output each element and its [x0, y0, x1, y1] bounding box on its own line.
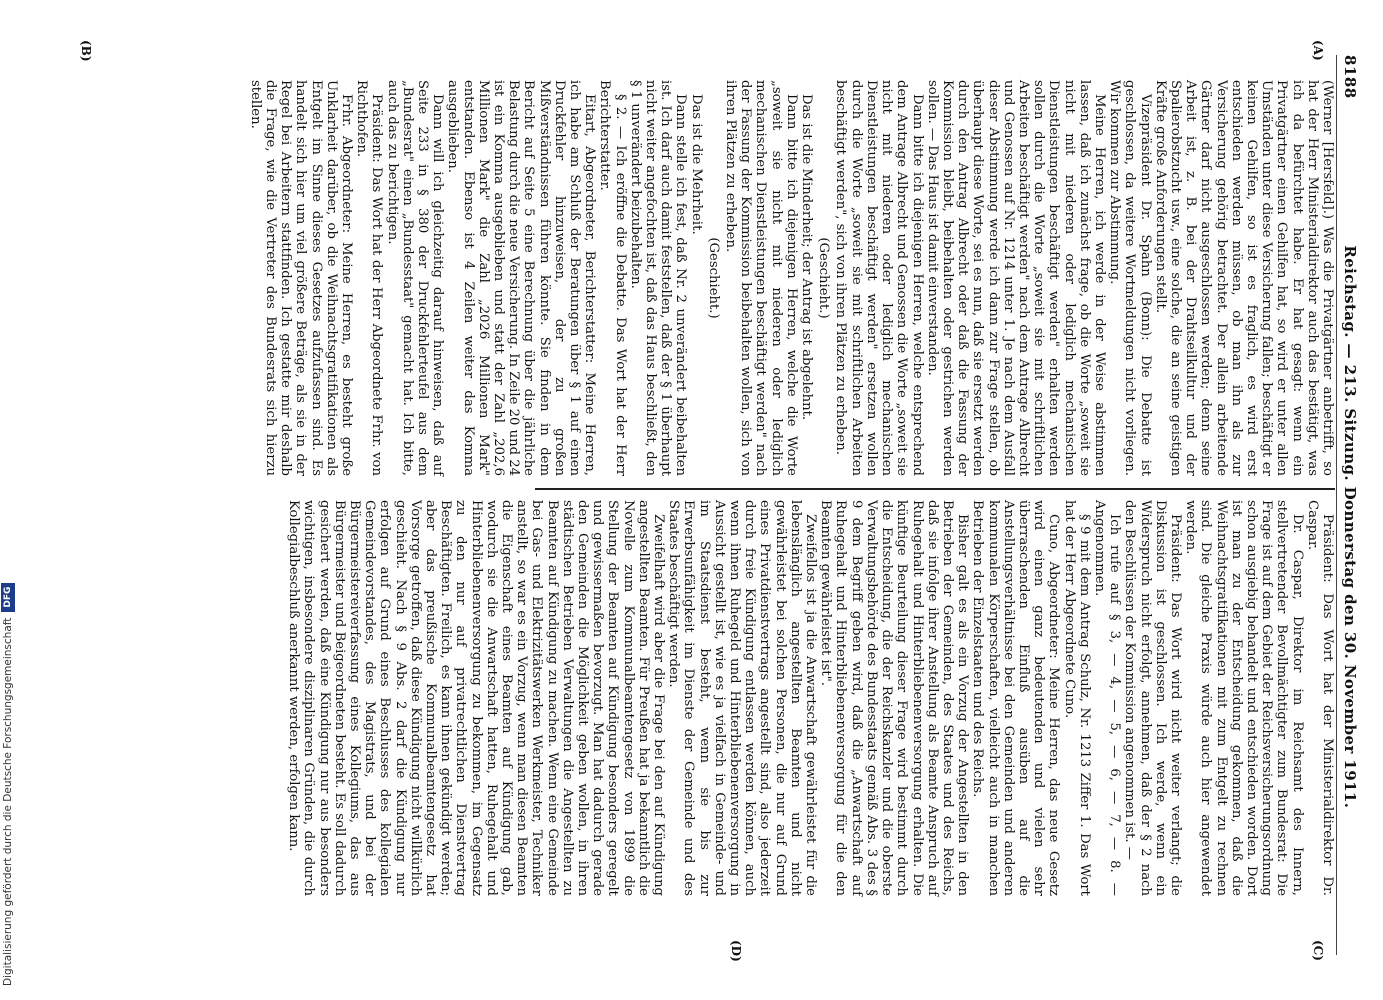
digitization-note-text: Digitalisierung gefördert durch die Deutsche Forschungsgemeinschaft: [2, 617, 14, 986]
newspaper-page: [79, 0, 1383, 1000]
page-number: 8188: [1341, 55, 1359, 99]
paragraph: Frhr. Abgeordneter: Meine Herren, es besteht große Unklarheit darüber, ob die Weihnachtsgratifikationen als Entgelt im Sinne dieses Gesetzes aufzufassen sind. Es handelt sich hier um viel größere Beträge, als sie in der Regel bei Arbeitern stattfinden. Ich gestatte mir deshalb die Frage, wie die Vertreter des Bundesrats sich hierzu stellen.: [247, 80, 354, 476]
paragraph: § 2. — Ich eröffne die Debatte. Das Wort hat der Herr Berichterstatter.: [597, 80, 628, 476]
paragraph: Dann bitte ich diejenigen Herren, welche entsprechend dem Antrage Albrecht und Genossen die Worte „soweit sie nicht mit niederen oder lediglich mechanischen Dienstleistungen beschäftigt werden" ersetzen wollen durch die Worte „soweit sie mit schriftlichen Arbeiten beschäftigt werden", sich von ihren Plätzen zu erheben.: [833, 80, 925, 476]
dfg-logo-icon: DFG: [1, 583, 15, 612]
paragraph: Präsident: Das Wort hat der Herr Abgeordnete Frhr. von Richthofen.: [354, 80, 385, 476]
stage-direction: (Geschieht.): [705, 237, 721, 319]
paragraph: Dr. Caspar, Direktor im Reichsamt des Innern, stellvertretender Bevollmächtigter zum Bundesrat: Die Frage ist auf dem Gebiet der Reichsversicherungsordnung schon ausgiebig behandelt und entschieden worden. Dort ist man zu der Entscheidung gekommen, daß die Weihnachtsgratifikationen mit zum Entgelt zu rechnen sind. Die gleiche Praxis würde auch hier angewendet werden.: [1183, 500, 1305, 896]
paragraph: Dann will ich gleichzeitig darauf hinweisen, daß auf Seite 233 in § 380 der Druckfehlerteufel aus dem „Bundesrat" einen „Bundesstaat" gemacht hat. Ich bitte, auch das zu berichtigen.: [384, 80, 446, 476]
margin-mark-d: (D): [729, 940, 743, 962]
paragraph: Zweifelhaft wird aber die Frage bei den auf Kündigung angestellten Beamten. Für Preußen hat ja bekanntlich die Novelle zum Kommunalbeamtengesetz von 1899 die Stellung der Beamten auf Kündigung besonders geregelt und gewissermaßen bevorzugt. Man hat dadurch gerade den Gemeinden die Möglichkeit geben wollen, in ihren städtischen Betrieben Verwaltungen die Angestellten zu Beamten auf Kündigung zu machen. Wenn eine Gemeinde bei Gas- und Elektrizitätswerken Werkmeister, Techniker anstellt, so war es ein Vorzug, wenn man diesen Beamten die Eigenschaft eines Beamten auf Kündigung gab, wodurch sie die Anwartschaft hatten, Ruhegehalt und Hinterbliebenenversorgung zu bekommen, im Gegensatz zu den nur auf privatrechtlichen Dienstvertrag Beschäftigten. Freilich, es kann ihnen gekündigt werden; aber das preußische Kommunalbeamtengesetz hat Vorsorge getroffen, daß diese Kündigung nicht willkürlich geschieht. Nach § 9 Abs. 2 darf die Kündigung nur erfolgen auf Grund eines Beschlusses des kollegialen Gemeindevorstandes, des Magistrats, und bei der Bürgermeistereiverfassung eines Kollegiums, das aus Bürgermeister und Beigeordneten besteht. Es soll dadurch gesichert werden, daß eine Kündigung nur aus besonders wichtigen, insbesondere disziplinaren Gründen, die durch Kollegialbeschluß anerkannt werden, erfolgen kann.: [286, 500, 667, 896]
page-title: Reichstag. — 213. Sitzung. Donnerstag den 30. November 1911.: [1341, 245, 1359, 809]
paragraph: Vizepräsident Dr. Spahn (Bonn): Die Debatte ist geschlossen, da weitere Wortmeldungen nicht vorliegen. Wir kommen zur Abstimmung.: [1107, 80, 1153, 476]
paragraph: Meine Herren, ich werde in der Weise abstimmen lassen, daß ich zunächst frage, ob die Worte „soweit sie nicht mit niederen oder lediglich mechanischen Dienstleistungen beschäftigt werden" erhalten werden sollen durch die Worte „soweit sie mit schriftlichen Arbeiten beschäftigt werden" nach dem Antrage Albrecht und Genossen auf Nr. 1214 unter 1. Je nach dem Ausfall dieser Abstimmung werde ich dann zur Frage stellen, ob überhaupt diese Worte, sei es nun, daß sie ersetzt werden durch den Antrag Albrecht oder daß die Fassung der Kommission bleibt, beibehalten oder gestrichen werden sollen. — Das Haus ist damit einverstanden.: [924, 80, 1107, 476]
margin-mark-b: (B): [79, 40, 93, 62]
page-header: [1339, 55, 1361, 955]
margin-mark-c: (C): [1311, 940, 1325, 961]
digitization-note: [0, 0, 16, 1000]
left-column: [248, 80, 1335, 476]
paragraph: Cuno, Abgeordneter: Meine Herren, das neue Gesetz wird einen ganz bedeutenden und vielen sehr überraschenden Einfluß ausüben auf die Anstellungsverhältnisse bei den Gemeinden und anderen kommunalen Körperschaften, vielleicht auch in manchen Betrieben der Einzelstaaten und des Reichs.: [970, 500, 1062, 896]
paragraph: Präsident: Das Wort hat der Ministerialdirektor Dr. Caspar.: [1304, 500, 1335, 896]
paragraph: Dann stelle ich fest, daß Nr. 2 unverändert beibehalten ist. Ich darf auch damit feststellen, daß der § 1 überhaupt nicht weiter angefochten ist, daß das Haus beschließt, den § 1 unverändert beizubehalten.: [627, 80, 689, 476]
paragraph: Das ist die Minderheit; der Antrag ist abgelehnt.: [799, 94, 815, 421]
paragraph: Bisher galt es als ein Vorzug der Angestellten in den Betrieben der Gemeinden, des Staates und des Reichs, daß sie infolge ihrer Anstellung als Beamte Anspruch auf Ruhegehalt und Hinterbliebenenversorgung erhalten. Die künftige Beurteilung dieser Frage wird bestimmt durch die Entscheidung, die der Reichskanzler und die oberste Verwaltungsbehörde des Bundesstaats gemäß Abs. 3 des § 9 dem Begriff geben wird, daß die „Anwartschaft auf Ruhegehalt und Hinterbliebenenversorgung für die den Beamten gewährleistet ist".: [818, 500, 971, 896]
paragraph: Eitart, Abgeordneter, Berichterstatter: Meine Herren, ich habe am Schluß der Beratungen über § 1 auf einen Druckfehler hinzuweisen, der zu großen Mißverständnissen führen könnte. Sie finden in dem Bericht auf Seite 5 eine Berechnung über die jährliche Belastung durch die neue Versicherung. In Zeile 20 und 24 ist ein Komma ausgeblieben und statt der Zahl „202,6 Millionen Mark" die Zahl „2026 Millionen Mark" entstanden. Ebenso ist 4 Zeilen weiter das Komma ausgeblieben.: [445, 80, 598, 476]
paragraph: § 9 mit dem Antrag Schulz, Nr. 1213 Ziffer 1. Das Wort hat der Herr Abgeordnete Cuno.: [1061, 500, 1092, 896]
paragraph: Dann bitte ich diejenigen Herren, welche die Worte „soweit sie nicht mit niederen oder lediglich mechanischen Dienstleistungen beschäftigt werden" nach der Fassung der Kommission beibehalten wollen, sich von ihren Plätzen zu erheben.: [723, 80, 799, 476]
paragraph: Zweifellos ist ja die Anwartschaft gewährleistet für die lebenslänglich angestellten Beamten und nicht gewährleistet bei solchen Personen, die nur auf Grund eines Privatdienstvertrags angestellt sind, also jederzeit durch freie Kündigung entlassen werden können, auch wenn ihnen Ruhegeld und Hinterbliebenenversorgung in Aussicht gestellt ist, wie es ja vielfach in Gemeinde- und im Staatsdienst besteht, wenn sie bis zur Erwerbsunfähigkeit im Dienste der Gemeinde und des Staates beschäftigt werden.: [666, 500, 819, 896]
stage-direction: (Geschieht.): [816, 237, 832, 319]
right-column: [286, 500, 1335, 896]
paragraph: Präsident: Das Wort wird nicht weiter verlangt; die Diskussion ist geschlossen. Ich werde, wenn ein Widerspruch nicht erfolgt, annehmen, daß der § 2 nach den Beschlüssen der Kommission angenommen ist. —: [1122, 500, 1183, 896]
header-rule: [1336, 55, 1337, 955]
paragraph: (Werner [Hersfeld].) Was die Privatgärtner anbetrifft, so hat der Herr Ministerialdirektor auch das bestätigt, was ich da befürchtet habe. Er hat gesagt: wenn ein Privatgärtner einen Gehilfen hat, so wird er unter allen Umständen unter diese Versicherung fallen; beschäftigt er keinen Gehilfen, so ist es fraglich, es wird erst entschieden werden müssen, ob man ihn als zur Versicherung gehörig betrachtet. Der allein arbeitende Gärtner darf nicht ausgeschlossen werden; denn seine Arbeit ist, z. B. bei der Drahtseilkultur und der Spalierobstzucht usw., eine solche, die an seine geistigen Kräfte große Anforderungen stellt.: [1152, 80, 1335, 476]
column-divider: [535, 488, 1335, 490]
paragraph: Das ist die Mehrheit.: [688, 94, 704, 235]
paragraph: Ich rufe auf § 3, — 4, — 5, — 6, — 7, — 8. — Angenommen.: [1091, 500, 1123, 896]
margin-mark-a: (A): [1311, 40, 1325, 61]
